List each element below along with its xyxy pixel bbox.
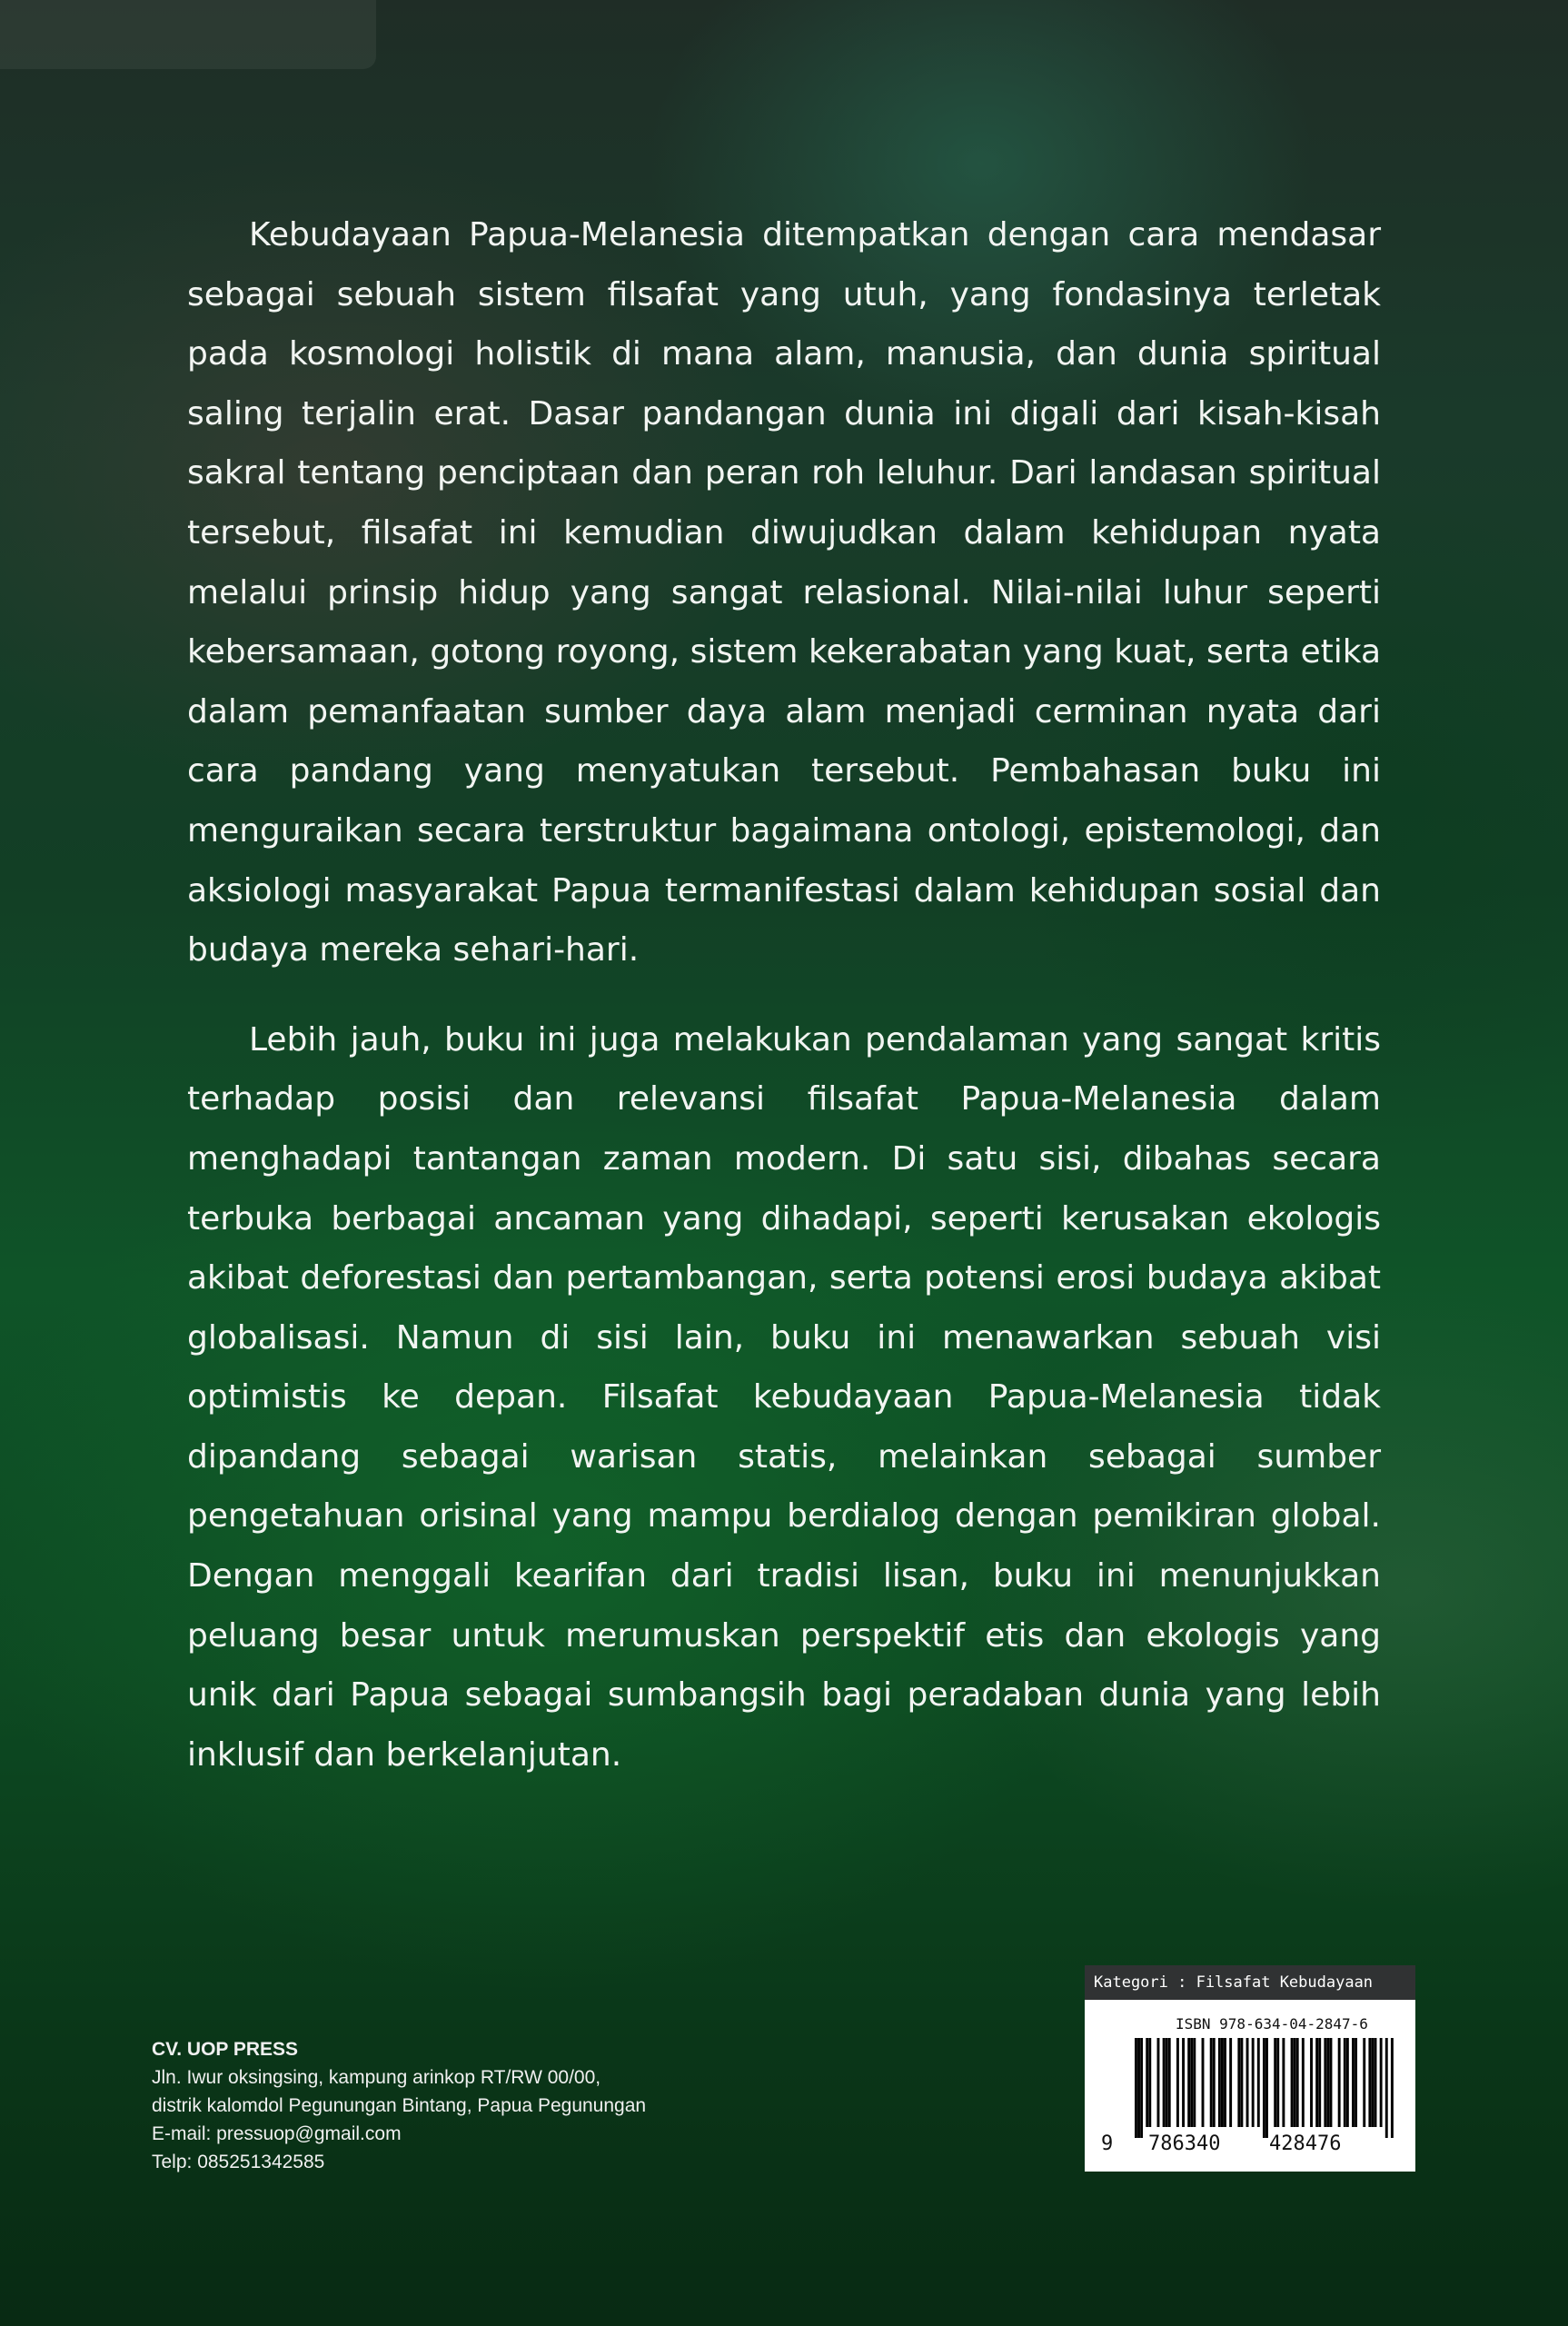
barcode-bar [1368, 2038, 1371, 2127]
barcode-bar [1229, 2038, 1232, 2127]
barcode-digits-left: 786340 [1148, 2132, 1221, 2155]
corner-tab [0, 0, 376, 69]
barcode-bar [1385, 2038, 1388, 2138]
barcode-bar [1182, 2038, 1185, 2127]
barcode-bar [1371, 2038, 1374, 2127]
barcode-graphic [1135, 2038, 1394, 2138]
publisher-name: CV. UOP PRESS [152, 2039, 299, 2060]
barcode-bar [1315, 2038, 1318, 2127]
barcode-bar [1148, 2038, 1151, 2127]
barcode-bar [1355, 2038, 1357, 2127]
barcode-bar [1168, 2038, 1171, 2127]
barcode-bar [1302, 2038, 1305, 2127]
barcode-bar [1135, 2038, 1137, 2138]
barcode-bar [1352, 2038, 1355, 2127]
barcode-bar [1213, 2038, 1216, 2127]
barcode-digits-right: 428476 [1269, 2132, 1342, 2155]
barcode-bar [1166, 2038, 1168, 2127]
barcode-bar [1294, 2038, 1296, 2127]
barcode-bar [1163, 2038, 1166, 2127]
publisher-phone: Telp: 085251342585 [152, 2152, 325, 2172]
barcode-bar [1391, 2038, 1394, 2138]
barcode-bar [1380, 2038, 1383, 2127]
barcode-bar [1202, 2038, 1205, 2127]
publisher-address-line-1: Jln. Iwur oksingsing, kampung arinkop RT/RW 00/00, [152, 2067, 601, 2088]
barcode-bar [1252, 2038, 1255, 2127]
barcode-bar [1324, 2038, 1326, 2127]
barcode-bar [1338, 2038, 1341, 2127]
publisher-address-line-2: distrik kalomdol Pegunungan Bintang, Papua Pegunungan [152, 2095, 647, 2116]
barcode-bar [1218, 2038, 1221, 2127]
barcode-bar [1318, 2038, 1321, 2127]
barcode-bar [1282, 2038, 1285, 2127]
barcode-bar [1146, 2038, 1148, 2127]
isbn-barcode-box [1085, 1965, 1415, 2172]
barcode-bar [1221, 2038, 1224, 2127]
barcode-bar [1193, 2038, 1196, 2127]
barcode-bar [1237, 2038, 1240, 2127]
barcode-bar [1296, 2038, 1299, 2127]
barcode-bar [1137, 2038, 1140, 2138]
barcode-bar [1363, 2038, 1365, 2127]
category-label: Kategori : Filsafat Kebudayaan [1085, 1965, 1415, 2000]
barcode-bar [1344, 2038, 1346, 2127]
barcode-bar [1326, 2038, 1329, 2127]
barcode-bar [1274, 2038, 1276, 2127]
barcode-bar [1310, 2038, 1313, 2127]
barcode-bar [1157, 2038, 1160, 2127]
back-cover-blurb [187, 205, 1381, 1784]
barcode-bar [1330, 2038, 1333, 2127]
barcode-bar [1187, 2038, 1190, 2127]
barcode-bar [1276, 2038, 1279, 2127]
publisher-info [152, 2035, 788, 2176]
barcode-bar [1346, 2038, 1349, 2127]
barcode-bar [1224, 2038, 1226, 2127]
barcode-bar [1210, 2038, 1213, 2127]
blurb-paragraph-1: Kebudayaan Papua-Melanesia ditempatkan dengan cara mendasar sebagai sebuah sistem filsafat yang utuh, yang fondasinya terletak pada kosmologi holistik di mana alam, manusia, dan dunia spiritual saling terjalin erat. Dasar pandangan dunia ini digali dari kisah-kisah sakral tentang penciptaan dan peran roh leluhur. Dari landasan spiritual tersebut, filsafat ini kemudian diwujudkan dalam kehidupan nyata melalui prinsip hidup yang sangat relasional. Nilai-nilai luhur seperti kebersamaan, gotong royong, sistem kekerabatan yang kuat, serta etika dalam pemanfaatan sumber daya alam menjadi cerminan nyata dari cara pandang yang menyatukan tersebut. Pembahasan buku ini menguraikan secara terstruktur bagaimana ontologi, epistemologi, dan aksiologi masyarakat Papua termanifestasi dalam kehidupan sosial dan budaya mereka sehari-hari. [187, 216, 1381, 969]
barcode-bar [1257, 2038, 1260, 2127]
barcode-digit-lead: 9 [1101, 2132, 1114, 2155]
barcode-bar [1190, 2038, 1193, 2127]
barcode-bar [1140, 2038, 1143, 2138]
barcode-bar [1374, 2038, 1377, 2127]
barcode-bar [1291, 2038, 1294, 2127]
blurb-paragraph-2: Lebih jauh, buku ini juga melakukan pendalaman yang sangat kritis terhadap posisi dan relevansi filsafat Papua-Melanesia dalam menghadapi tantangan zaman modern. Di satu sisi, dibahas secara terbuka berbagai ancaman yang dihadapi, seperti kerusakan ekologis akibat deforestasi dan pertambangan, serta potensi erosi budaya akibat globalisasi. Namun di sisi lain, buku ini menawarkan sebuah visi optimistis ke depan. Filsafat kebudayaan Papua-Melanesia tidak dipandang sebagai warisan statis, melainkan sebagai sumber pengetahuan orisinal yang mampu berdialog dengan pemikiran global. Dengan menggali kearifan dari tradisi lisan, buku ini menunjukkan peluang besar untuk merumuskan perspektif etis dan ekologis yang unik dari Papua sebagai sumbangsih bagi peradaban dunia yang lebih inklusif dan berkelanjutan. [187, 1020, 1381, 1774]
barcode-bar [1240, 2038, 1243, 2127]
barcode-bar [1176, 2038, 1179, 2127]
barcode-bar [1246, 2038, 1249, 2127]
barcode-bar [1265, 2038, 1268, 2138]
publisher-email: E-mail: pressuop@gmail.com [152, 2123, 402, 2144]
isbn-number: ISBN 978-634-04-2847-6 [1176, 2015, 1368, 2033]
barcode-bar [1263, 2038, 1265, 2138]
